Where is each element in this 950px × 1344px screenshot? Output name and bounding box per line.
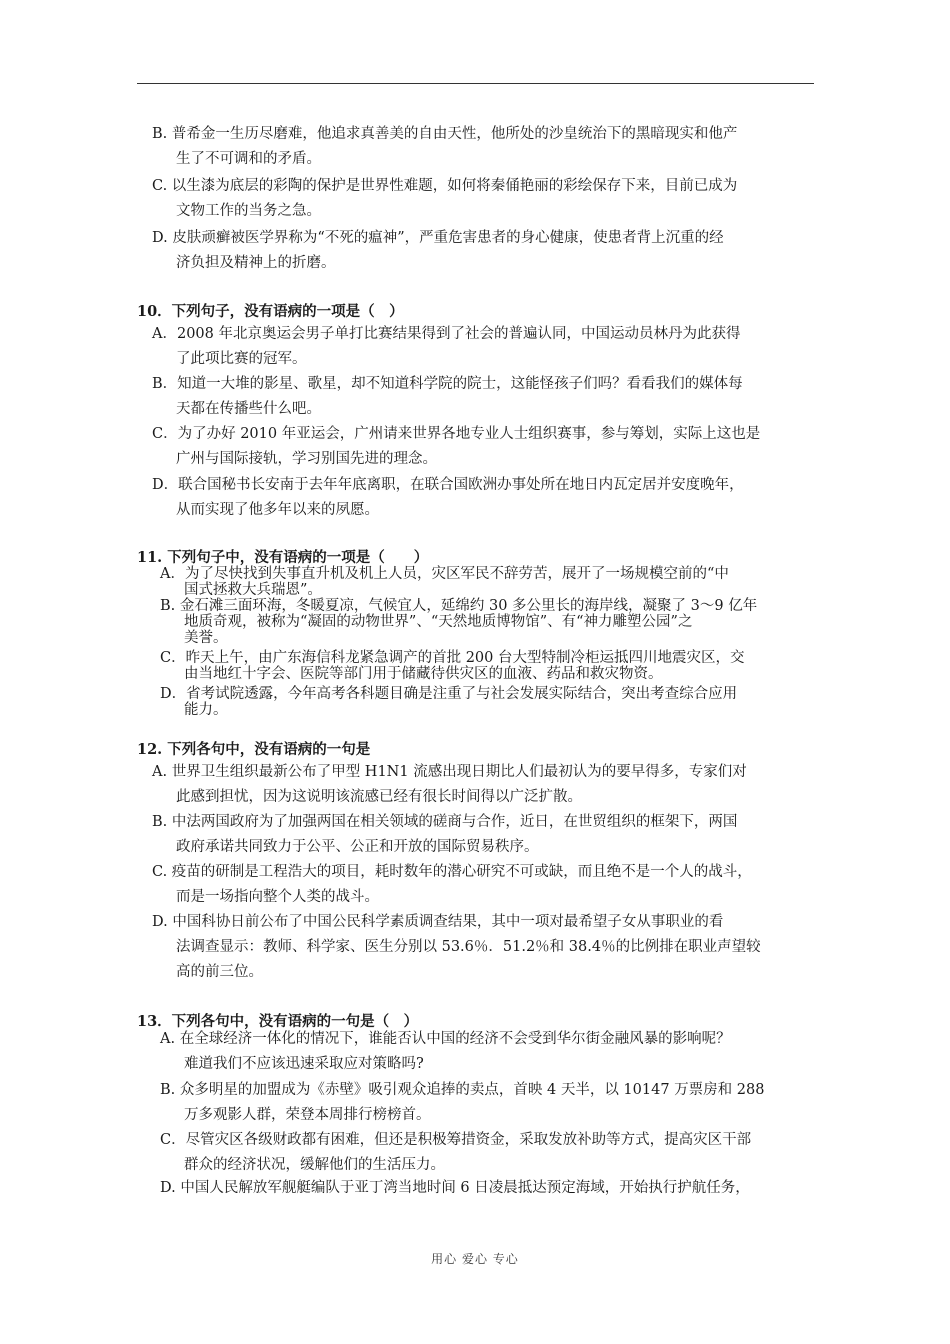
q12-option-a: A. 世界卫生组织最新公布了甲型 H1N1 流感出现日期比人们最初认为的要早得多，专家们对 此感到担忧，因为这说明该流感已经有很长时间得以广泛扩散。 [152, 764, 747, 805]
q10-option-b: B．知道一大堆的影星、歌星，却不知道科学院的院士，这能怪孩子们吗？看看我们的媒体每 天都在传播些什么吧。 [152, 376, 743, 417]
q11-option-c: C．昨天上午，由广东海信科龙紧急调产的首批 200 台大型特制冷柜运抵四川地震灾区，交 由当地红十字会、医院等部门用于储藏待供灾区的血液、药品和救灾物资。 [160, 650, 745, 682]
q11-option-b: B. 金石滩三面环海，冬暖夏凉，气候宜人，延绵约 30 多公里长的海岸线，凝聚了 3～9 亿年 地质奇观，被称为“凝固的动物世界”、“天然地质博物馆”、有“神力雕塑公园”之 美誉。 [160, 598, 758, 646]
q12-option-d: D. 中国科协日前公布了中国公民科学素质调查结果，其中一项对最希望子女从事职业的看 法调查显示：教师、科学家、医生分别以 53.6％．51.2％和 38.4％的比例排在职业声望较 高的前三位。 [152, 914, 761, 980]
header-rule [137, 83, 814, 84]
q12-title: 12. 下列各句中，没有语病的一句是 [137, 741, 371, 758]
q9-option-b: B. 普希金一生历尽磨难，他追求真善美的自由天性，他所处的沙皇统治下的黑暗现实和他产 生了不可调和的矛盾。 [152, 126, 738, 167]
q11-title: 11. 下列句子中，没有语病的一项是（ ） [137, 549, 429, 566]
q13-option-c: C．尽管灾区各级财政都有困难，但还是积极筹措资金，采取发放补助等方式，提高灾区干部 群众的经济状况，缓解他们的生活压力。 [160, 1132, 752, 1173]
q13-option-d: D. 中国人民解放军舰艇编队于亚丁湾当地时间 6 日凌晨抵达预定海域，开始执行护航任务， [160, 1180, 750, 1196]
q9-option-c: C. 以生漆为底层的彩陶的保护是世界性难题，如何将秦俑艳丽的彩绘保存下来，目前已成为 文物工作的当务之急。 [152, 178, 738, 219]
q9-option-d: D. 皮肤顽癣被医学界称为“不死的瘟神”，严重危害患者的身心健康，使患者背上沉重的经 济负担及精神上的折磨。 [152, 230, 724, 271]
q11-option-d: D．省考试院透露，今年高考各科题目确是注重了与社会发展实际结合，突出考查综合应用 能力。 [160, 686, 738, 718]
q10-option-a: A．2008 年北京奥运会男子单打比赛结果得到了社会的普遍认同，中国运动员林丹为此获得 了此项比赛的冠军。 [152, 326, 741, 367]
q11-option-a: A．为了尽快找到失事直升机及机上人员，灾区军民不辞劳苦，展开了一场规模空前的“中 国式拯救大兵瑞恩”。 [160, 566, 729, 598]
q13-option-a: A. 在全球经济一体化的情况下，谁能否认中国的经济不会受到华尔街金融风暴的影响呢？ 难道我们不应该迅速采取应对策略吗? [160, 1031, 731, 1072]
q13-title: 13．下列各句中，没有语病的一句是（ ） [137, 1013, 419, 1030]
q12-option-c: C. 疫苗的研制是工程浩大的项目，耗时数年的潜心研究不可或缺，而且绝不是一个人的战斗， 而是一场指向整个人类的战斗。 [152, 864, 752, 905]
page-footer: 用心 爱心 专心 [431, 1252, 519, 1266]
q12-option-b: B. 中法两国政府为了加强两国在相关领域的磋商与合作，近日，在世贸组织的框架下，两国 政府承诺共同致力于公平、公正和开放的国际贸易秩序。 [152, 814, 738, 855]
q13-option-b: B. 众多明星的加盟成为《赤壁》吸引观众追捧的卖点，首映 4 天半，以 10147 万票房和 288 万多观影人群，荣登本周排行榜榜首。 [160, 1082, 765, 1123]
q10-option-c: C．为了办好 2010 年亚运会，广州请来世界各地专业人士组织赛事，参与筹划，实际上这也是 广州与国际接轨，学习别国先进的理念。 [152, 426, 761, 467]
q10-option-d: D．联合国秘书长安南于去年年底离职，在联合国欧洲办事处所在地日内瓦定居并安度晚年， 从而实现了他多年以来的夙愿。 [152, 477, 744, 518]
q10-title: 10．下列句子，没有语病的一项是（ ） [137, 303, 404, 320]
